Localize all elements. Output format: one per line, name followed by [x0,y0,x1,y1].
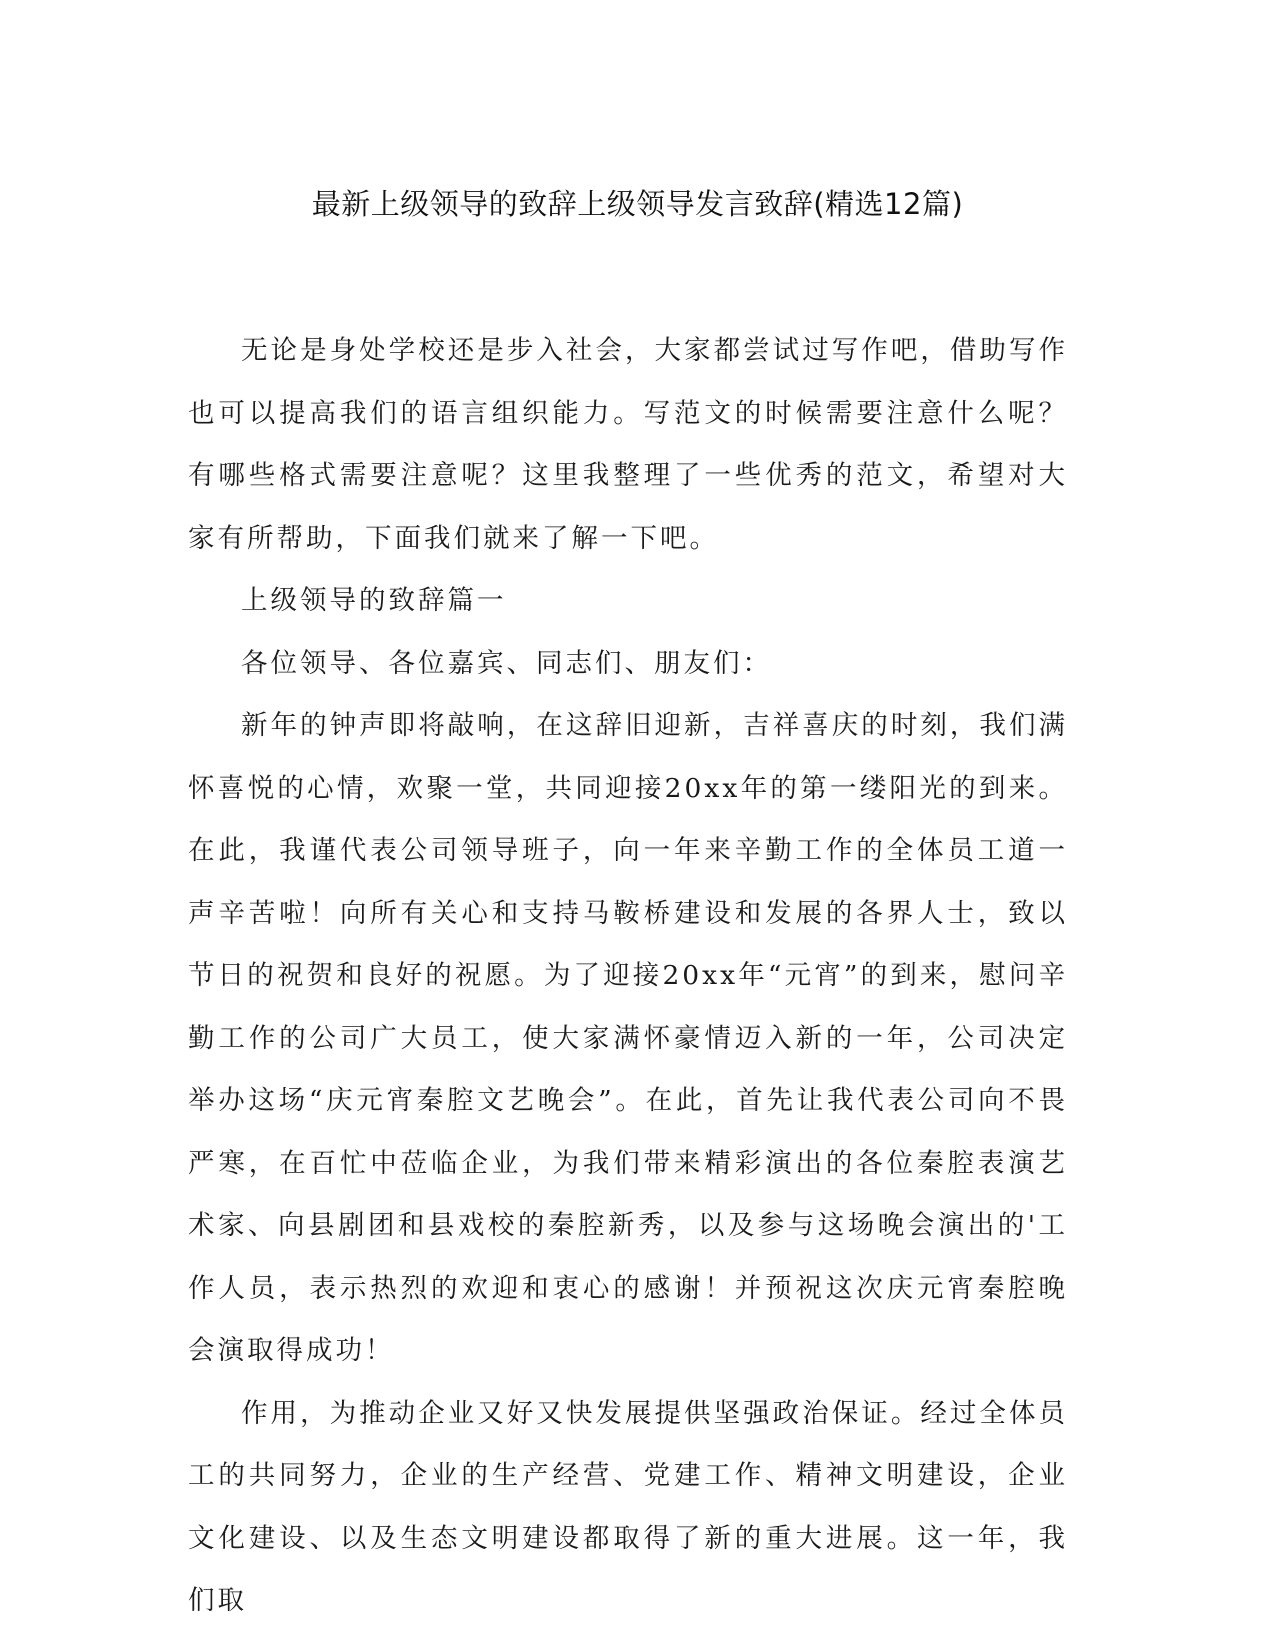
paragraph-new-year: 新年的钟声即将敲响，在这辞旧迎新，吉祥喜庆的时刻，我们满怀喜悦的心情，欢聚一堂，共同迎接20xx年的第一缕阳光的到来。在此，我谨代表公司领导班子，向一年来辛勤工作的全体员工道一声辛苦啦！向所有关心和支持马鞍桥建设和发展的各界人士，致以节日的祝贺和良好的祝愿。为了迎接20xx年“元宵”的到来，慰问辛勤工作的公司广大员工，使大家满怀豪情迈入新的一年，公司决定举办这场“庆元宵秦腔文艺晚会”。在此，首先让我代表公司向不畏严寒，在百忙中莅临企业，为我们带来精彩演出的各位秦腔表演艺术家、向县剧团和县戏校的秦腔新秀，以及参与这场晚会演出的'工作人员，表示热烈的欢迎和衷心的感谢！并预祝这次庆元宵秦腔晚会演取得成功！ [188,710,1068,1366]
document-title: 最新上级领导的致辞上级领导发言致辞(精选12篇) [311,187,964,221]
paragraph-achievements: 作用，为推动企业又好又快发展提供坚强政治保证。经过全体员工的共同努力，企业的生产经营、党建工作、精神文明建设，企业文化建设、以及生态文明建设都取得了新的重大进展。这一年，我们取 [188,1397,1068,1616]
paragraph-intro: 无论是身处学校还是步入社会，大家都尝试过写作吧，借助写作也可以提高我们的语言组织能力。写范文的时候需要注意什么呢？有哪些格式需要注意呢？这里我整理了一些优秀的范文，希望对大家有所帮助，下面我们就来了解一下吧。 [188,335,1068,554]
salutation: 各位领导、各位嘉宾、同志们、朋友们： [241,647,772,679]
document-body [188,320,1068,1633]
section-heading: 上级领导的致辞篇一 [241,585,507,616]
